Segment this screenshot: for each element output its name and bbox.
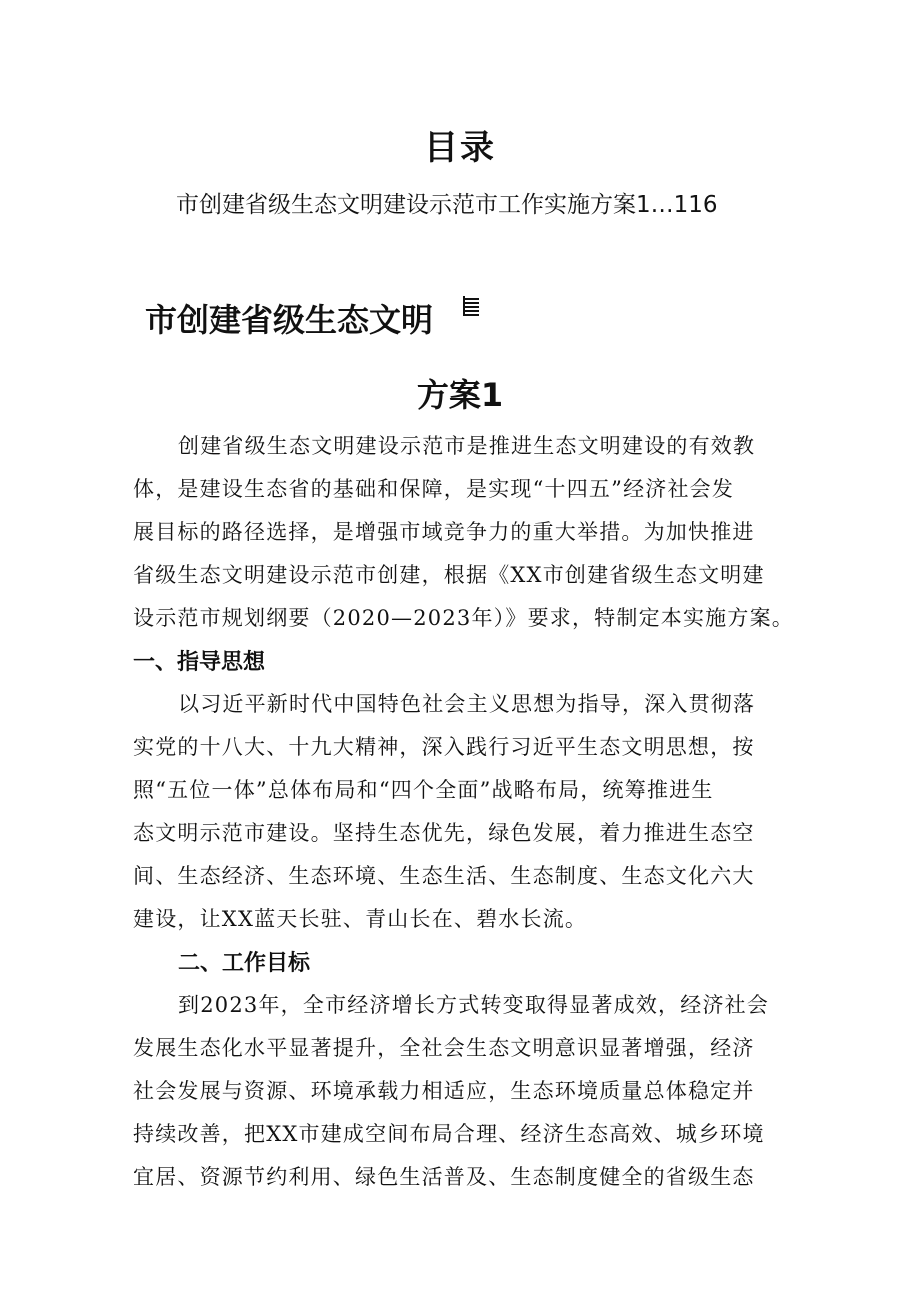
paragraph-line: 建设，让XX蓝天长驻、青山长在、碧水长流。 [133, 907, 588, 931]
section-heading: 二、工作目标 [178, 951, 311, 976]
paragraph-line: 体，是建设生态省的基础和保障，是实现“十四五”经济社会发 [133, 477, 735, 501]
paragraph-line: 以习近平新时代中国特色社会主义思想为指导，深入贯彻落 [178, 692, 756, 716]
paragraph-line: 到2023年，全市经济增长方式转变取得显著成效，经济社会 [178, 993, 770, 1017]
paragraph-line: 持续改善，把XX市建成空间布局合理、经济生态高效、城乡环境 [133, 1122, 765, 1146]
paragraph-line: 宜居、资源节约利用、绿色生活普及、生态制度健全的省级生态 [133, 1165, 755, 1189]
paragraph-line: 间、生态经济、生态环境、生态生活、生态制度、生态文化六大 [133, 864, 755, 888]
paragraph-line: 省级生态文明建设示范市创建，根据《XX市创建省级生态文明建 [133, 563, 765, 587]
toc-entry[interactable]: 市创建省级生态文明建设示范市工作实施方案1…116 [176, 192, 718, 218]
document-title: 市创建省级生态文明 [145, 301, 434, 339]
title-overlap-mark [463, 296, 479, 316]
document-title-continued: 方案1 [416, 376, 504, 414]
paragraph-line: 设示范市规划纲要（2020—2023年）》要求，特制定本实施方案。 [133, 606, 794, 630]
paragraph-line: 发展生态化水平显著提升，全社会生态文明意识显著增强，经济 [133, 1036, 755, 1060]
paragraph-line: 照“五位一体”总体布局和“四个全面”战略布局，统筹推进生 [133, 778, 714, 802]
paragraph-line: 实党的十八大、十九大精神，深入践行习近平生态文明思想，按 [133, 735, 755, 759]
paragraph-line: 社会发展与资源、环境承载力相适应，生态环境质量总体稳定并 [133, 1079, 755, 1103]
toc-title: 目录 [424, 128, 496, 168]
section-heading: 一、指导思想 [133, 650, 266, 675]
paragraph-line: 态文明示范市建设。坚持生态优先，绿色发展，着力推进生态空 [133, 821, 755, 845]
paragraph-line: 展目标的路径选择，是增强市域竞争力的重大举措。为加快推进 [133, 520, 755, 544]
paragraph-line: 创建省级生态文明建设示范市是推进生态文明建设的有效教 [178, 434, 756, 458]
